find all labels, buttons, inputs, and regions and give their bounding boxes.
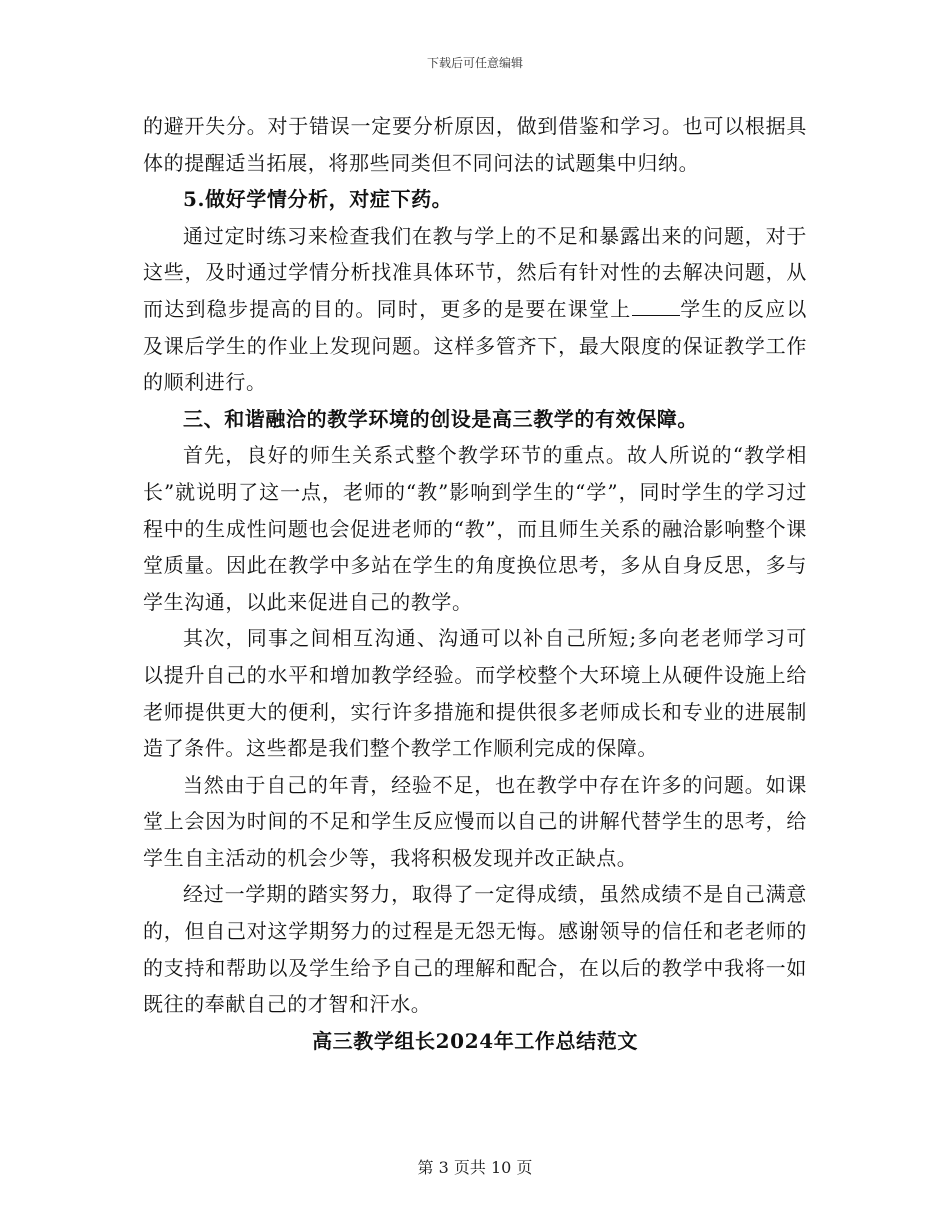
page-header-note: 下载后可任意编辑 <box>426 56 523 70</box>
paragraph-continuation: 的避开失分。对于错误一定要分析原因，做到借鉴和学习。也可以根据具体的提醒适当拓展，将那些同类但不同问法的试题集中归纳。 <box>143 114 807 175</box>
paragraph-learning-analysis <box>143 218 807 401</box>
section-heading-5: 5.做好学情分析，对症下药。 <box>183 187 453 212</box>
next-document-title: 高三教学组长2024年工作总结范文 <box>312 1028 638 1053</box>
section-heading-3: 三、和谐融洽的教学环境的创设是高三教学的有效保障。 <box>183 406 698 431</box>
paragraph-problems: 当然由于自己的年青，经验不足，也在教学中存在许多的问题。如课堂上会因为时间的不足和学生反应慢而以自己的讲解代替学生的思考，给学生自主活动的机会少等，我将积极发现并改正缺点。 <box>143 772 807 870</box>
fill-in-blank <box>632 297 680 316</box>
paragraph-colleagues: 其次，同事之间相互沟通、沟通可以补自己所短;多向老老师学习可以提升自己的水平和增加教学经验。而学校整个大环境上从硬件设施上给老师提供更大的便利，实行许多措施和提供很多老师成长和专业的进展制造了条件。这些都是我们整个教学工作顺利完成的保障。 <box>143 626 807 761</box>
page-number-footer: 第 3 页共 10 页 <box>417 1158 533 1177</box>
paragraph-learning-analysis-part1: 通过定时练习来检查我们在教与学上的不足和暴露出来的问题，对于这些，及时通过学情分析找准具体环节，然后有针对性的去解决问题，从而达到稳步提高的目的。同时，更多的是要在课堂上 <box>143 223 807 321</box>
paragraph-learning-analysis-part2: 学生的反应以及课后学生的作业上发现问题。这样多管齐下，最大限度的保证教学工作的顺利进行。 <box>143 296 807 395</box>
document-body <box>143 108 807 1059</box>
paragraph-teacher-student: 首先，良好的师生关系式整个教学环节的重点。故人所说的“教学相长”就说明了这一点，老师的“教”影响到学生的“学”，同时学生的学习过程中的生成性问题也会促进老师的“教”，而且师生关系的融洽影响整个课堂质量。因此在教学中多站在学生的角度换位思考，多从自身反思，多与学生沟通，以此来促进自己的教学。 <box>143 443 807 614</box>
paragraph-conclusion: 经过一学期的踏实努力，取得了一定得成绩，虽然成绩不是自己满意的，但自己对这学期努力的过程是无怨无悔。感谢领导的信任和老老师的的支持和帮助以及学生给予自己的理解和配合，在以后的教学中我将一如既往的奉献自己的才智和汗水。 <box>143 882 807 1017</box>
